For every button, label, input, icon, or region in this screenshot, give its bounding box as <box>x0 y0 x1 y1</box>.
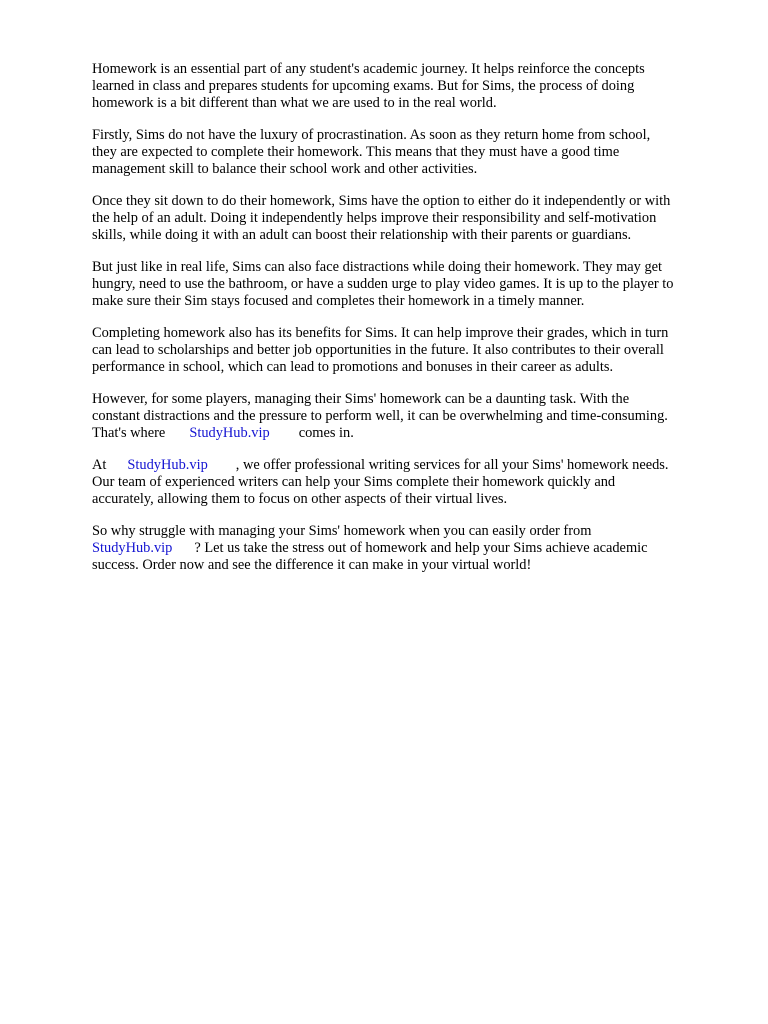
text-fragment: , we offer professional writing services for all your Sims' homework needs. <box>235 457 669 473</box>
paragraph-challenge <box>92 391 728 442</box>
text-line: Once they sit down to do their homework, Sims have the option to either do it independently or with <box>92 193 671 209</box>
paragraph-services <box>92 457 728 508</box>
text-line: Our team of experienced writers can help your Sims complete their homework quickly and <box>92 474 616 490</box>
text-line: make sure their Sim stays focused and completes their homework in a timely manner. <box>92 293 585 309</box>
paragraph-procrastination <box>92 127 728 178</box>
text-line: management skill to balance their school work and other activities. <box>92 161 478 177</box>
text-line: hungry, need to use the bathroom, or have a sudden urge to play video games. It is up to the player to <box>92 276 674 292</box>
studyhub-link[interactable]: StudyHub.vip <box>92 540 173 556</box>
text-line: accurately, allowing them to focus on other aspects of their virtual lives. <box>92 491 508 507</box>
text-line: performance in school, which can lead to promotions and bonuses in their career as adults. <box>92 359 614 375</box>
text-line: learned in class and prepares students for upcoming exams. But for Sims, the process of doing <box>92 78 635 94</box>
text-line: So why struggle with managing your Sims' homework when you can easily order from <box>92 523 592 539</box>
text-line: skills, while doing it with an adult can boost their relationship with their parents or guardians. <box>92 227 632 243</box>
text-line: homework is a bit different than what we are used to in the real world. <box>92 95 497 111</box>
studyhub-link[interactable]: StudyHub.vip <box>127 457 208 473</box>
text-fragment: At <box>92 457 107 473</box>
paragraph-independence <box>92 193 728 244</box>
text-line: success. Order now and see the difference it can make in your virtual world! <box>92 557 532 573</box>
text-line: Firstly, Sims do not have the luxury of procrastination. As soon as they return home from school, <box>92 127 651 143</box>
text-line: constant distractions and the pressure to perform well, it can be overwhelming and time-consuming. <box>92 408 668 424</box>
text-line <box>92 425 728 442</box>
text-line: However, for some players, managing their Sims' homework can be a daunting task. With the <box>92 391 630 407</box>
paragraph-intro <box>92 61 728 112</box>
studyhub-link[interactable]: StudyHub.vip <box>189 425 270 441</box>
text-line <box>92 540 728 557</box>
document-body <box>92 61 728 589</box>
paragraph-call-to-action <box>92 523 728 574</box>
text-fragment: That's where <box>92 425 166 441</box>
text-line: the help of an adult. Doing it independently helps improve their responsibility and self-motivation <box>92 210 657 226</box>
text-line <box>92 457 728 474</box>
text-line: Homework is an essential part of any student's academic journey. It helps reinforce the concepts <box>92 61 645 77</box>
text-line: But just like in real life, Sims can also face distractions while doing their homework. They may get <box>92 259 663 275</box>
text-fragment: ? Let us take the stress out of homework and help your Sims achieve academic <box>194 540 648 556</box>
text-line: can lead to scholarships and better job opportunities in the future. It also contributes to their overall <box>92 342 664 358</box>
text-line: Completing homework also has its benefits for Sims. It can help improve their grades, which in turn <box>92 325 669 341</box>
text-fragment: comes in. <box>298 425 354 441</box>
text-line: they are expected to complete their homework. This means that they must have a good time <box>92 144 620 160</box>
paragraph-distractions <box>92 259 728 310</box>
paragraph-benefits <box>92 325 728 376</box>
